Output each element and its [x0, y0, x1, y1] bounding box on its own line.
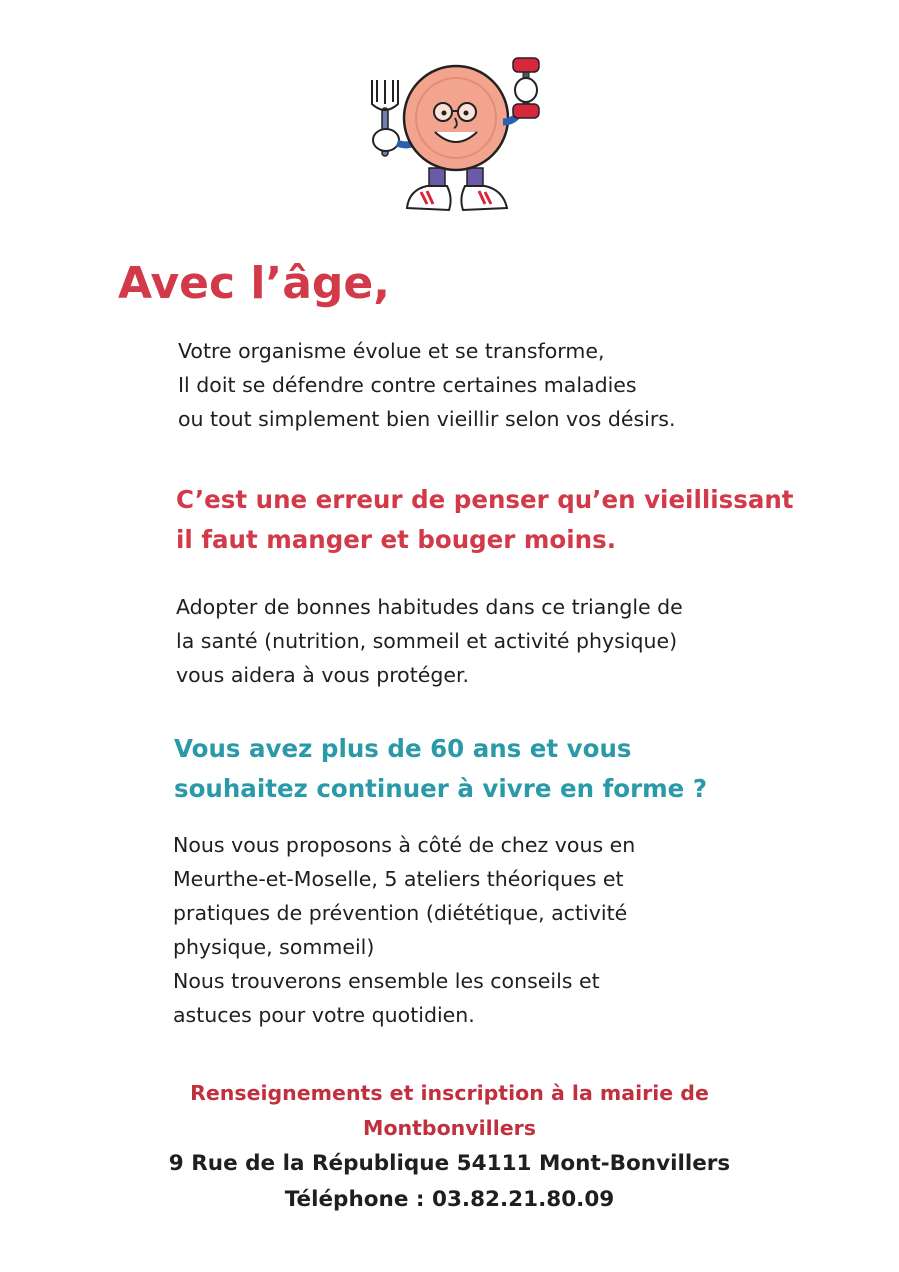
text-line: souhaitez continuer à vivre en forme ? — [174, 774, 708, 803]
intro-paragraph — [178, 334, 676, 436]
contact-info-line-1: Renseignements et inscription à la mairie de — [190, 1081, 709, 1105]
text-line: Vous avez plus de 60 ans et vous — [174, 734, 632, 763]
text-line: Nous vous proposons à côté de chez vous en — [173, 833, 636, 857]
text-line: vous aidera à vous protéger. — [176, 663, 470, 687]
text-line: Il doit se défendre contre certaines maladies — [178, 373, 637, 397]
question-heading — [174, 729, 707, 809]
text-line: Meurthe-et-Moselle, 5 ateliers théoriques et — [173, 867, 624, 891]
warning-heading — [176, 480, 794, 560]
text-line: il faut manger et bouger moins. — [176, 525, 616, 554]
text-line: physique, sommeil) — [173, 935, 375, 959]
plate-mascot-icon — [355, 48, 555, 218]
text-line: pratiques de prévention (diététique, activité — [173, 901, 628, 925]
habits-paragraph — [176, 590, 683, 692]
text-line: Adopter de bonnes habitudes dans ce triangle de — [176, 595, 683, 619]
text-line: C’est une erreur de penser qu’en vieillissant — [176, 485, 794, 514]
text-line: Votre organisme évolue et se transforme, — [178, 339, 605, 363]
contact-phone: Téléphone : 03.82.21.80.09 — [284, 1187, 615, 1212]
text-line: ou tout simplement bien vieillir selon vos désirs. — [178, 407, 676, 431]
text-line: Nous trouverons ensemble les conseils et — [173, 969, 600, 993]
offer-paragraph — [173, 828, 635, 1032]
contact-address: 9 Rue de la République 54111 Mont-Bonvillers — [168, 1151, 731, 1176]
text-line: la santé (nutrition, sommeil et activité physique) — [176, 629, 678, 653]
contact-info-line-2: Montbonvillers — [363, 1116, 536, 1140]
page-title: Avec l’âge, — [118, 258, 390, 309]
text-line: astuces pour votre quotidien. — [173, 1003, 475, 1027]
